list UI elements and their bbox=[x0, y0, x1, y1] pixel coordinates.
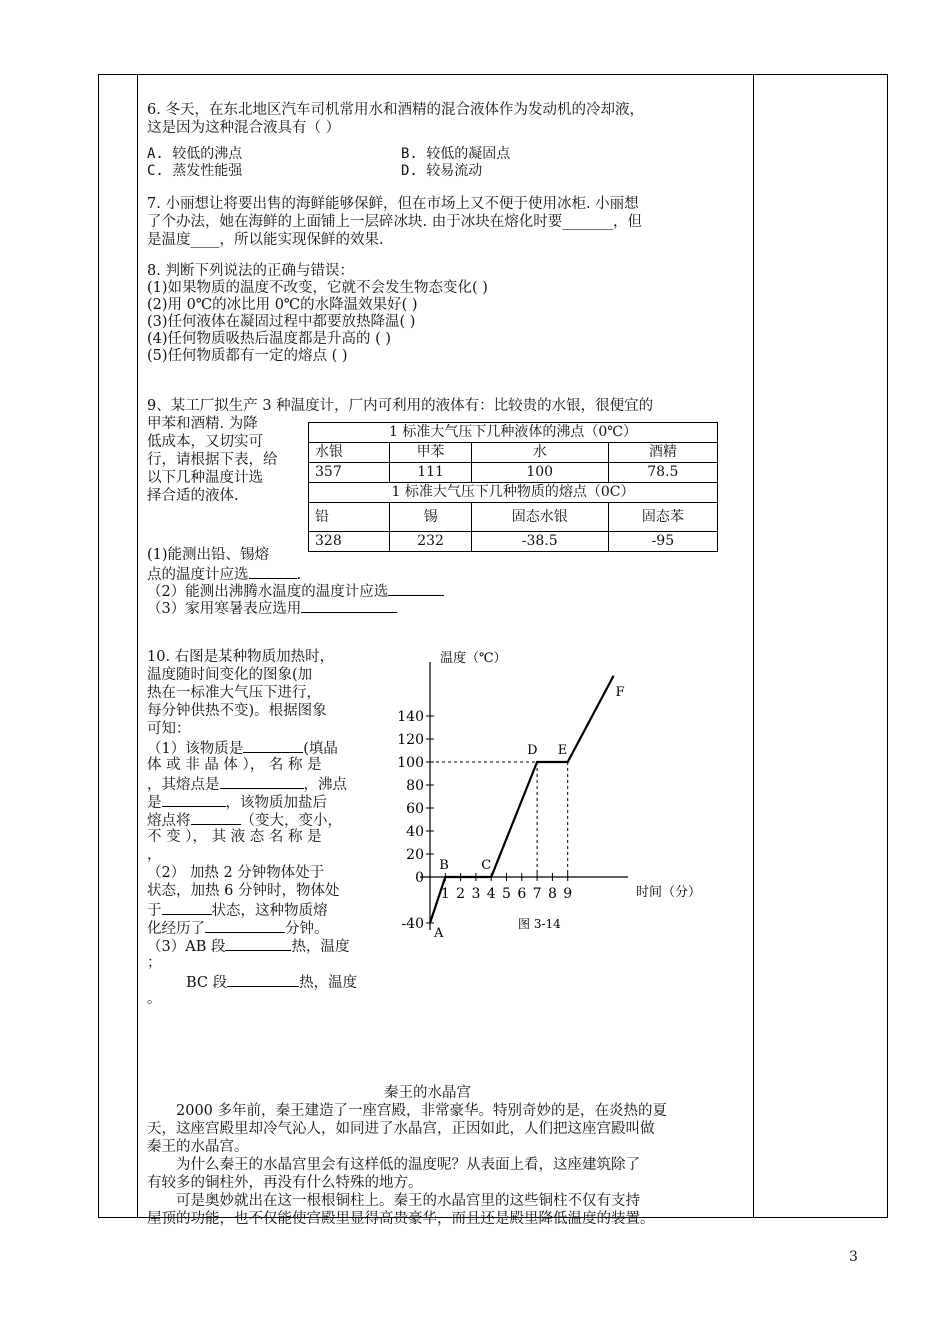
chart-ticks bbox=[397, 709, 572, 932]
y-tick-label: -40 bbox=[401, 916, 424, 932]
q10-text: 热，温度 bbox=[291, 939, 350, 955]
boiling-table-title: 1 标准大气压下几种液体的沸点（0℃） bbox=[309, 423, 718, 443]
reading-line: 可是奥妙就出在这一根根铜柱上。秦王的水晶宫里的这些铜柱不仅有支持 bbox=[147, 1193, 640, 1209]
answer-blank[interactable] bbox=[225, 936, 291, 951]
q10-text: 化经历了 bbox=[147, 921, 205, 937]
q10-line: 。 bbox=[147, 991, 162, 1007]
melting-table-title: 1 标准大气压下几种物质的熔点（0C） bbox=[309, 483, 718, 503]
q10-text: (填晶 bbox=[303, 741, 338, 757]
q9-sub3 bbox=[147, 598, 397, 618]
reading-line: 2000 多年前，秦王建造了一座宫殿，非常豪华。特别奇妙的是，在炎热的夏 bbox=[147, 1103, 668, 1119]
y-tick-label: 20 bbox=[406, 847, 424, 863]
answer-blank[interactable] bbox=[249, 564, 297, 579]
q10-line bbox=[147, 774, 347, 794]
table-cell: 232 bbox=[390, 532, 471, 552]
x-axis-label: 时间（分） bbox=[636, 885, 702, 900]
table-cell: -95 bbox=[608, 532, 717, 552]
y-tick-label: 0 bbox=[415, 870, 424, 886]
table-cell: 100 bbox=[471, 463, 608, 483]
q8-item: (2)用 0℃的冰比用 0℃的水降温效果好( ) bbox=[147, 297, 418, 313]
y-tick-label: 60 bbox=[406, 801, 424, 817]
q10-text: 于 bbox=[147, 903, 162, 919]
q8-item: (3)任何液体在凝固过程中都要放热降温( ) bbox=[147, 314, 416, 330]
reading-line: 秦王的水晶宫。 bbox=[147, 1139, 249, 1155]
table-cell: 357 bbox=[309, 463, 390, 483]
y-tick-label: 140 bbox=[397, 709, 424, 725]
q10-text: 是 bbox=[147, 795, 162, 811]
answer-blank[interactable] bbox=[162, 900, 212, 915]
table-cell: -38.5 bbox=[471, 532, 608, 552]
answer-blank[interactable] bbox=[243, 738, 303, 753]
point-label-f: F bbox=[615, 684, 625, 700]
table-header-cell: 酒精 bbox=[608, 443, 717, 463]
q10-line bbox=[147, 900, 328, 920]
q10-line bbox=[147, 918, 329, 938]
answer-blank[interactable] bbox=[205, 918, 285, 933]
x-tick-label: 8 bbox=[547, 886, 557, 902]
q10-line bbox=[186, 972, 357, 992]
point-label-b: B bbox=[439, 858, 449, 873]
q10-line: 状态，加热 6 分钟时，物体处 bbox=[147, 883, 340, 899]
q10-line: ， bbox=[147, 847, 162, 863]
q9-side-text: 行，请根据下表，给 bbox=[147, 452, 278, 468]
x-tick-label: 4 bbox=[486, 886, 496, 902]
chart-caption: 图 3-14 bbox=[518, 917, 561, 931]
y-tick-label: 80 bbox=[406, 778, 424, 794]
q10-line: 温度随时间变化的图象(加 bbox=[147, 667, 313, 683]
x-tick-label: 7 bbox=[532, 886, 542, 902]
answer-blank[interactable] bbox=[162, 792, 226, 807]
x-tick-label: 3 bbox=[471, 886, 481, 902]
q10-text: BC 段 bbox=[186, 975, 228, 991]
q7-line1: 7. 小丽想让将要出售的海鲜能够保鲜，但在市场上又不便于使用冰柜. 小丽想 bbox=[147, 196, 639, 212]
q10-line bbox=[147, 792, 327, 812]
q8-item: (1)如果物质的温度不改变，它就不会发生物态变化( ) bbox=[147, 280, 488, 296]
q9-sub3-text: （3）家用寒暑表应选用 bbox=[147, 601, 302, 617]
q7-line2: 了个办法，她在海鲜的上面铺上一层碎冰块. 由于冰块在熔化时要_______，但 bbox=[147, 214, 642, 230]
q10-text: 热，温度 bbox=[299, 975, 358, 991]
q10-text: ，沸点 bbox=[303, 777, 347, 793]
q10-line: 可知： bbox=[147, 721, 191, 737]
x-tick-label: 1 bbox=[440, 886, 450, 902]
q6-option-b: B. 较低的凝固点 bbox=[401, 146, 511, 162]
q6-option-c: C. 蒸发性能强 bbox=[147, 163, 243, 179]
q10-text: （3）AB 段 bbox=[147, 939, 226, 955]
table-header-cell: 甲苯 bbox=[390, 443, 471, 463]
q10-line: 体 或 非 晶 体 ）， 名 称 是 bbox=[147, 757, 322, 773]
answer-blank[interactable] bbox=[220, 774, 304, 789]
table-header-cell: 铅 bbox=[309, 503, 390, 532]
data-table bbox=[308, 422, 718, 552]
table-cell: 111 bbox=[390, 463, 471, 483]
temperature-time-chart bbox=[390, 640, 710, 940]
q10-line bbox=[147, 810, 342, 830]
q9-sub1-text: 点的温度计应选 bbox=[147, 567, 249, 583]
q8-item: (4)任何物质吸热后温度都是升高的 ( ) bbox=[147, 331, 392, 347]
q10-line: （2） 加热 2 分钟物体处于 bbox=[147, 865, 325, 881]
column-divider-left bbox=[137, 75, 138, 1217]
reading-title: 秦王的水晶宫 bbox=[384, 1085, 471, 1101]
point-label-d: D bbox=[527, 743, 538, 758]
q9-sub2-text: （2）能测出沸腾水温度的温度计应选 bbox=[147, 584, 389, 600]
q10-text: （1）该物质是 bbox=[147, 741, 244, 757]
table-header-cell: 锡 bbox=[390, 503, 471, 532]
page-number: 3 bbox=[849, 1249, 858, 1265]
table-header-cell: 固态水银 bbox=[471, 503, 608, 532]
q9-side-text: 择合适的液体. bbox=[147, 488, 239, 504]
q8-title: 8. 判断下列说法的正确与错误： bbox=[147, 263, 354, 279]
q10-text: 熔点将 bbox=[147, 813, 191, 829]
q10-text: 状态，这种物质熔 bbox=[211, 903, 328, 919]
reading-line: 屋顶的功能，也不仅能使宫殿里显得高贵豪华，而且还是殿里降低温度的装置。 bbox=[147, 1211, 655, 1227]
column-divider-right bbox=[753, 75, 754, 1217]
q6-line2: 这是因为这种混合液具有（ ） bbox=[147, 120, 341, 136]
table-cell: 78.5 bbox=[608, 463, 717, 483]
q6-option-a: A. 较低的沸点 bbox=[147, 146, 243, 162]
x-tick-label: 2 bbox=[456, 886, 466, 902]
table-cell: 328 bbox=[309, 532, 390, 552]
q10-text: ，其熔点是 bbox=[147, 777, 220, 793]
reading-line: 天，这座宫殿里却冷气沁人，如同进了水晶宫，正因如此，人们把这座宫殿叫做 bbox=[147, 1121, 655, 1137]
y-axis-label: 温度（℃） bbox=[440, 651, 507, 666]
x-tick-label: 5 bbox=[502, 886, 511, 902]
answer-blank[interactable] bbox=[301, 598, 397, 613]
point-label-a: A bbox=[434, 926, 444, 940]
q9-sub1-end: . bbox=[296, 567, 302, 583]
point-label-e: E bbox=[557, 743, 568, 758]
q10-line bbox=[147, 738, 338, 758]
x-tick-label: 9 bbox=[563, 886, 573, 902]
q9-side-text: 甲苯和酒精. 为降 bbox=[147, 416, 258, 432]
q10-line: 不 变 ）， 其 液 态 名 称 是 bbox=[147, 829, 322, 845]
y-tick-label: 40 bbox=[406, 824, 424, 840]
q10-line bbox=[147, 936, 349, 956]
q9-sub1-line1: (1)能测出铅、锡熔 bbox=[147, 547, 270, 563]
q7-line3: 是温度____，所以能实现保鲜的效果. bbox=[147, 232, 384, 248]
q10-line: 10. 右图是某种物质加热时， bbox=[147, 649, 335, 665]
table-header-cell: 固态苯 bbox=[608, 503, 717, 532]
reading-line: 有较多的铜柱外，再没有什么特殊的地方。 bbox=[147, 1175, 423, 1191]
q9-line1: 9、某工厂拟生产 3 种温度计，厂内可利用的液体有：比较贵的水银，很便宜的 bbox=[147, 398, 654, 414]
q8-item: (5)任何物质都有一定的熔点 ( ) bbox=[147, 348, 348, 364]
table-header-cell: 水银 bbox=[309, 443, 390, 463]
q10-text: 分钟。 bbox=[285, 921, 329, 937]
q6-line1: 6. 冬天，在东北地区汽车司机常用水和酒精的混合液体作为发动机的冷却液， bbox=[147, 102, 644, 118]
q10-line: 热在一标准大气压下进行， bbox=[147, 685, 321, 701]
q10-line: 每分钟供热不变)。根据图象 bbox=[147, 703, 327, 719]
point-label-c: C bbox=[481, 858, 492, 873]
q10-line: ； bbox=[147, 955, 162, 971]
q10-text: （变大，变小， bbox=[240, 813, 342, 829]
q10-text: ，该物质加盐后 bbox=[225, 795, 327, 811]
y-tick-label: 120 bbox=[397, 732, 424, 748]
answer-blank[interactable] bbox=[227, 972, 299, 987]
answer-blank[interactable] bbox=[388, 581, 444, 596]
q6-option-d: D. 较易流动 bbox=[401, 163, 483, 179]
q9-side-text: 低成本，又切实可 bbox=[147, 434, 263, 450]
reading-line: 为什么秦王的水晶宫里会有这样低的温度呢？从表面上看，这座建筑除了 bbox=[147, 1157, 640, 1173]
x-tick-label: 6 bbox=[517, 886, 527, 902]
q9-side-text: 以下几种温度计选 bbox=[147, 470, 263, 486]
y-tick-label: 100 bbox=[397, 755, 424, 771]
answer-blank[interactable] bbox=[191, 810, 241, 825]
table-header-cell: 水 bbox=[471, 443, 608, 463]
